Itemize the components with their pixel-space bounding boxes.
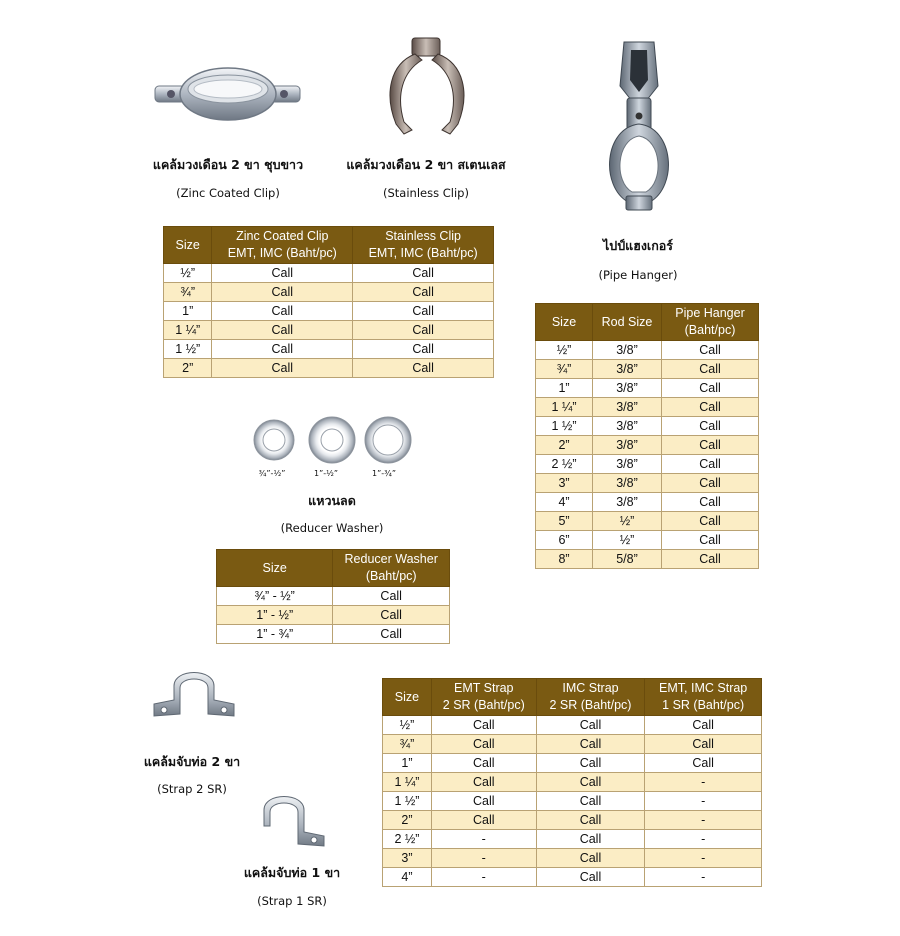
hanger-table-header-price: Pipe Hanger (Baht/pc)	[662, 304, 759, 341]
price-cell: Call	[662, 379, 759, 398]
price-cell: Call	[536, 716, 645, 735]
table-row	[536, 398, 759, 417]
price-cell: Call	[333, 625, 450, 644]
table-row	[536, 474, 759, 493]
table-row	[164, 321, 494, 340]
price-cell: Call	[536, 868, 645, 887]
rod-size-cell: 3/8”	[593, 436, 662, 455]
price-cell: Call	[353, 264, 494, 283]
size-cell: 1”	[164, 302, 212, 321]
table-row	[383, 773, 762, 792]
size-cell: 6”	[536, 531, 593, 550]
table-row	[383, 849, 762, 868]
price-cell: Call	[431, 754, 536, 773]
price-cell: -	[645, 849, 762, 868]
table-row	[217, 625, 450, 644]
price-cell: Call	[662, 550, 759, 569]
price-cell: -	[645, 811, 762, 830]
price-cell: Call	[353, 359, 494, 378]
size-cell: 1” - ½”	[217, 606, 333, 625]
price-cell: Call	[645, 754, 762, 773]
size-cell: 8”	[536, 550, 593, 569]
price-cell: -	[645, 792, 762, 811]
size-cell: 2 ½”	[536, 455, 593, 474]
price-cell: Call	[431, 811, 536, 830]
price-cell: Call	[662, 474, 759, 493]
strap-1sr-caption-en: (Strap 1 SR)	[257, 894, 327, 908]
size-cell: ½”	[383, 716, 432, 735]
size-cell: 1”	[536, 379, 593, 398]
size-cell: 1”	[383, 754, 432, 773]
rod-size-cell: 3/8”	[593, 455, 662, 474]
strap-1sr-caption-th: แคล้มจับท่อ 1 ขา	[243, 865, 341, 880]
size-cell: 2”	[536, 436, 593, 455]
size-cell: 4”	[536, 493, 593, 512]
table-row	[536, 550, 759, 569]
table-row	[164, 340, 494, 359]
table-row	[383, 716, 762, 735]
size-cell: 2”	[383, 811, 432, 830]
washer-image-label: ¾”-½”	[258, 469, 286, 478]
price-cell: Call	[333, 606, 450, 625]
size-cell: 1 ½”	[164, 340, 212, 359]
price-cell: Call	[536, 735, 645, 754]
price-cell: Call	[212, 340, 353, 359]
washer-small	[254, 420, 294, 460]
table-row	[536, 531, 759, 550]
price-cell: Call	[536, 773, 645, 792]
stainless-clip-image	[382, 34, 472, 146]
rod-size-cell: 3/8”	[593, 360, 662, 379]
price-cell: Call	[353, 302, 494, 321]
table-row	[383, 735, 762, 754]
price-cell: -	[645, 773, 762, 792]
table-row	[536, 512, 759, 531]
size-cell: ¾” - ½”	[217, 587, 333, 606]
washer-table-header-size: Size	[217, 550, 333, 587]
price-cell: Call	[212, 302, 353, 321]
table-row	[383, 830, 762, 849]
zinc-coated-clip-image	[150, 62, 305, 132]
size-cell: ½”	[536, 341, 593, 360]
pipe-hanger-image	[598, 36, 680, 216]
price-cell: Call	[662, 436, 759, 455]
rod-size-cell: 5/8”	[593, 550, 662, 569]
table-row	[383, 868, 762, 887]
size-cell: 2 ½”	[383, 830, 432, 849]
price-cell: Call	[353, 321, 494, 340]
table-row	[536, 436, 759, 455]
price-cell: Call	[645, 735, 762, 754]
table-row	[383, 811, 762, 830]
price-cell: Call	[431, 735, 536, 754]
zinc-clip-caption-en: (Zinc Coated Clip)	[176, 186, 280, 200]
clip-table-header-zinc: Zinc Coated Clip EMT, IMC (Baht/pc)	[212, 227, 353, 264]
rod-size-cell: ½”	[593, 512, 662, 531]
stainless-clip-caption-en: (Stainless Clip)	[383, 186, 469, 200]
size-cell: 1 ¼”	[383, 773, 432, 792]
price-cell: Call	[212, 264, 353, 283]
pipe-hanger-caption-th: ไปป์แฮงเกอร์	[602, 238, 673, 253]
size-cell: 1” - ¾”	[217, 625, 333, 644]
table-row	[536, 360, 759, 379]
size-cell: 5”	[536, 512, 593, 531]
price-cell: -	[431, 830, 536, 849]
strap-table-header-1sr: EMT, IMC Strap 1 SR (Baht/pc)	[645, 679, 762, 716]
price-cell: Call	[212, 283, 353, 302]
price-cell: Call	[662, 360, 759, 379]
price-cell: Call	[212, 359, 353, 378]
table-row	[164, 283, 494, 302]
table-row	[383, 792, 762, 811]
table-row	[536, 379, 759, 398]
strap-table-header-size: Size	[383, 679, 432, 716]
strap-2sr-image	[150, 664, 238, 724]
price-cell: Call	[333, 587, 450, 606]
price-cell: Call	[431, 716, 536, 735]
washer-image-label: 1”-½”	[313, 469, 339, 478]
size-cell: ¾”	[536, 360, 593, 379]
clip-table-header-size: Size	[164, 227, 212, 264]
price-cell: Call	[536, 830, 645, 849]
table-row	[536, 417, 759, 436]
price-cell: Call	[536, 811, 645, 830]
table-row	[164, 359, 494, 378]
pipe-hanger-price-table	[535, 303, 759, 569]
strap-price-table	[382, 678, 762, 887]
price-cell: -	[431, 849, 536, 868]
price-cell: Call	[353, 340, 494, 359]
size-cell: 1 ½”	[536, 417, 593, 436]
size-cell: ¾”	[383, 735, 432, 754]
reducer-washer-image	[246, 416, 416, 466]
price-cell: Call	[662, 398, 759, 417]
rod-size-cell: 3/8”	[593, 417, 662, 436]
washer-image-label: 1”-¾”	[371, 469, 397, 478]
stainless-clip-caption-th: แคล้มวงเดือน 2 ขา สเตนเลส	[346, 157, 506, 172]
strap-2sr-caption-en: (Strap 2 SR)	[157, 782, 227, 796]
price-cell: Call	[662, 531, 759, 550]
zinc-clip-caption-th: แคล้มวงเดือน 2 ขา ชุบขาว	[152, 157, 304, 172]
clip-price-table	[163, 226, 494, 378]
hanger-table-header-rod-size: Rod Size	[593, 304, 662, 341]
rod-size-cell: 3/8”	[593, 474, 662, 493]
table-row	[536, 455, 759, 474]
price-cell: Call	[662, 455, 759, 474]
rod-size-cell: 3/8”	[593, 341, 662, 360]
price-cell: Call	[645, 716, 762, 735]
table-row	[164, 302, 494, 321]
washer-medium	[309, 417, 355, 463]
table-row	[217, 606, 450, 625]
hanger-table-header-size: Size	[536, 304, 593, 341]
strap-table-header-emt-2sr: EMT Strap 2 SR (Baht/pc)	[431, 679, 536, 716]
price-cell: Call	[662, 417, 759, 436]
reducer-washer-price-table	[216, 549, 450, 644]
size-cell: 3”	[383, 849, 432, 868]
pipe-hanger-caption-en: (Pipe Hanger)	[598, 268, 678, 282]
size-cell: ½”	[164, 264, 212, 283]
price-cell: Call	[212, 321, 353, 340]
rod-size-cell: ½”	[593, 531, 662, 550]
size-cell: 3”	[536, 474, 593, 493]
table-row	[217, 587, 450, 606]
price-cell: Call	[662, 512, 759, 531]
size-cell: 4”	[383, 868, 432, 887]
price-cell: Call	[353, 283, 494, 302]
price-cell: -	[645, 868, 762, 887]
reducer-washer-caption-th: แหวนลด	[308, 493, 356, 508]
size-cell: 1 ¼”	[164, 321, 212, 340]
clip-table-header-stainless: Stainless Clip EMT, IMC (Baht/pc)	[353, 227, 494, 264]
price-cell: -	[431, 868, 536, 887]
reducer-washer-caption-en: (Reducer Washer)	[280, 521, 384, 535]
table-row	[164, 264, 494, 283]
price-cell: Call	[662, 341, 759, 360]
strap-table-header-imc-2sr: IMC Strap 2 SR (Baht/pc)	[536, 679, 645, 716]
strap-2sr-caption-th: แคล้มจับท่อ 2 ขา	[143, 754, 241, 769]
price-cell: -	[645, 830, 762, 849]
size-cell: 2”	[164, 359, 212, 378]
rod-size-cell: 3/8”	[593, 493, 662, 512]
price-cell: Call	[662, 493, 759, 512]
size-cell: 1 ½”	[383, 792, 432, 811]
table-row	[383, 754, 762, 773]
strap-1sr-image	[254, 786, 332, 850]
price-cell: Call	[536, 754, 645, 773]
rod-size-cell: 3/8”	[593, 398, 662, 417]
table-row	[536, 493, 759, 512]
price-cell: Call	[536, 792, 645, 811]
price-cell: Call	[431, 773, 536, 792]
size-cell: 1 ¼”	[536, 398, 593, 417]
table-row	[536, 341, 759, 360]
washer-table-header-price: Reducer Washer (Baht/pc)	[333, 550, 450, 587]
price-cell: Call	[536, 849, 645, 868]
size-cell: ¾”	[164, 283, 212, 302]
washer-large	[365, 417, 411, 463]
rod-size-cell: 3/8”	[593, 379, 662, 398]
price-cell: Call	[431, 792, 536, 811]
